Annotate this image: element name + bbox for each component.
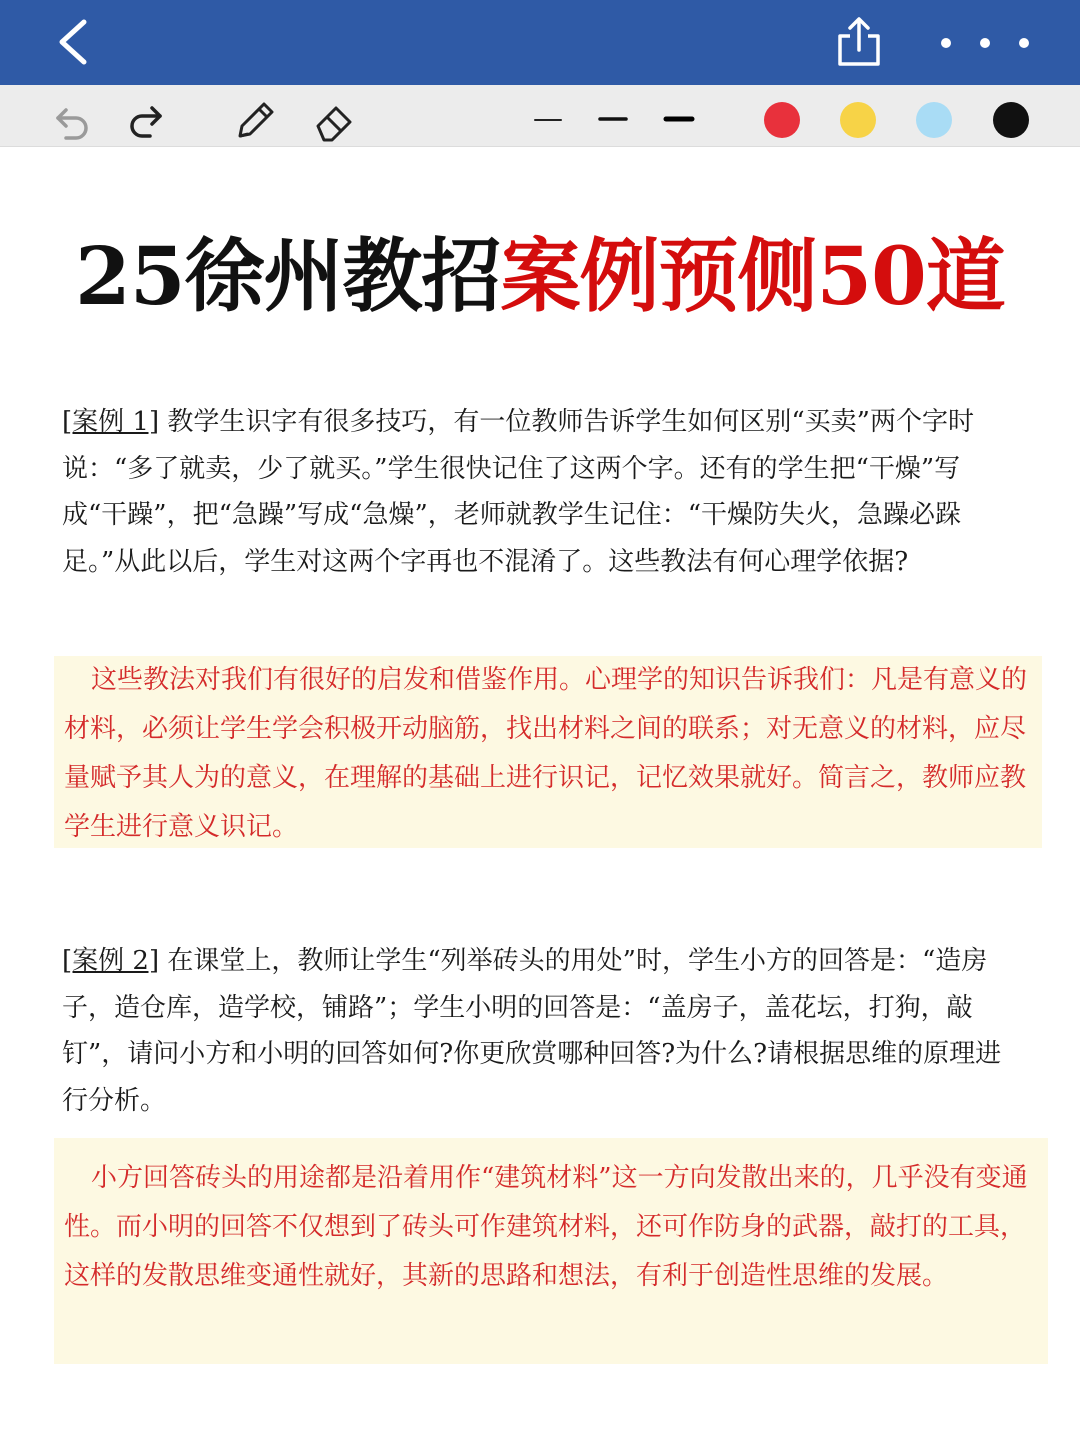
document-title xyxy=(0,212,1080,327)
more-dots-icon xyxy=(930,28,1040,58)
stroke-thin-icon xyxy=(532,110,564,130)
case-1-question-text: 教学生识字有很多技巧，有一位教师告诉学生如何区别“买卖”两个字时说：“多了就卖，少了就买。”学生很快记住了这两个字。还有的学生把“干燥”写成“干躁”，把“急躁”写成“急燥”，老师就教学生记住：“干燥防失火，急躁必跺足。”从此以后，学生对这两个字再也不混淆了。这些教法有何心理学依据? xyxy=(62,407,974,577)
case-1-question xyxy=(62,399,1022,585)
eraser-icon xyxy=(310,98,356,144)
undo-icon xyxy=(52,100,92,140)
app-header xyxy=(0,0,1080,85)
stroke-thick-button[interactable] xyxy=(662,107,696,131)
eraser-button[interactable] xyxy=(310,98,356,144)
case-2-answer-text: 小方回答砖头的用途都是沿着用作“建筑材料”这一方向发散出来的，几乎没有变通性。而小明的回答不仅想到了砖头可作建筑材料，还可作防身的武器，敲打的工具，这样的发散思维变通性就好，其新的思路和想法，有利于创造性思维的发展。 xyxy=(64,1163,1028,1291)
case-1-label: [案例 1] xyxy=(62,407,160,437)
title-red-part: 案例预侧50道 xyxy=(500,229,1005,323)
back-button[interactable] xyxy=(50,16,100,68)
stroke-medium-icon xyxy=(597,108,629,130)
share-button[interactable] xyxy=(834,14,884,70)
stroke-thin-button[interactable] xyxy=(532,110,564,130)
pencil-icon xyxy=(232,98,278,144)
stroke-medium-button[interactable] xyxy=(597,108,629,130)
color-black-swatch[interactable] xyxy=(993,102,1029,138)
color-lightblue-swatch[interactable] xyxy=(916,102,952,138)
case-1-answer-text: 这些教法对我们有很好的启发和借鉴作用。心理学的知识告诉我们：凡是有意义的材料，必须让学生学会积极开动脑筋，找出材料之间的联系；对无意义的材料，应尽量赋予其人为的意义，在理解的基础上进行识记，记忆效果就好。简言之，教师应教学生进行意义识记。 xyxy=(64,665,1028,842)
pencil-button[interactable] xyxy=(232,98,278,144)
case-1-answer-box xyxy=(54,656,1042,848)
case-2-question-text: 在课堂上，教师让学生“列举砖头的用处”时，学生小方的回答是：“造房子，造仓库，造学校，铺路”；学生小明的回答是：“盖房子，盖花坛，打狗，敲钉”，请问小方和小明的回答如何?你更欣赏哪种回答?为什么?请根据思维的原理进行分析。 xyxy=(62,946,1002,1116)
more-options-button[interactable] xyxy=(930,28,1040,58)
case-2-question xyxy=(62,938,1022,1124)
color-red-swatch[interactable] xyxy=(764,102,800,138)
share-icon xyxy=(834,14,884,70)
title-black-part: 25徐州教招 xyxy=(75,229,501,323)
undo-button[interactable] xyxy=(52,100,92,140)
case-2-answer-box xyxy=(54,1138,1048,1364)
redo-button[interactable] xyxy=(126,100,166,140)
redo-icon xyxy=(126,100,166,140)
stroke-thick-icon xyxy=(662,107,696,131)
case-2-label: [案例 2] xyxy=(62,946,160,976)
color-yellow-swatch[interactable] xyxy=(840,102,876,138)
chevron-left-icon xyxy=(50,16,100,68)
